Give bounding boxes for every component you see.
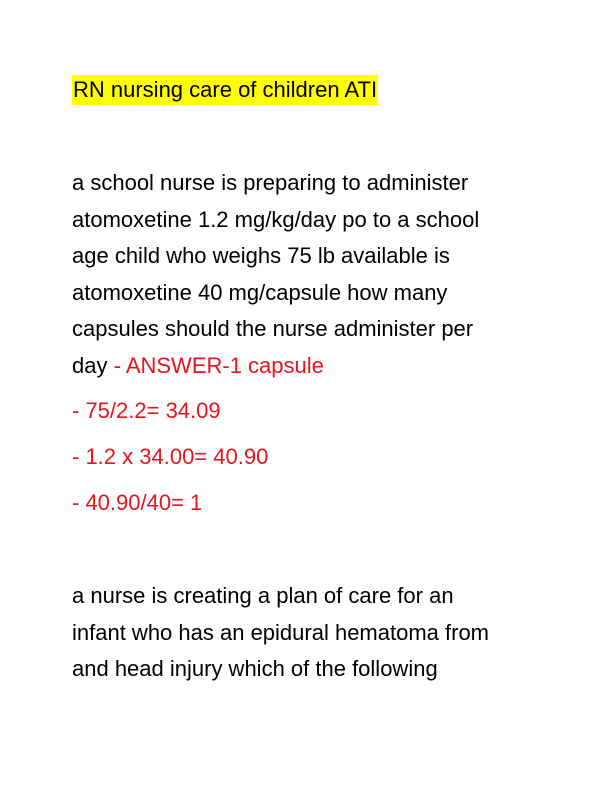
- calculation-step-3: - 40.90/40= 1: [72, 490, 203, 515]
- question-1: [72, 165, 542, 384]
- question-1-line: capsules should the nurse administer per: [72, 316, 474, 341]
- question-2-line: infant who has an epidural hematoma from: [72, 619, 490, 645]
- answer-text: - ANSWER-1 capsule: [107, 352, 324, 378]
- question-1-line: age child who weighs 75 lb available is: [72, 243, 450, 268]
- question-1-line: atomoxetine 1.2 mg/kg/day po to a school: [72, 206, 480, 232]
- calculation-step-1: - 75/2.2= 34.09: [72, 398, 221, 423]
- question-2-line: a nurse is creating a plan of care for an: [72, 583, 454, 608]
- question-2-line: and head injury which of the following: [72, 656, 438, 681]
- question-1-line: atomoxetine 40 mg/capsule how many: [72, 279, 448, 305]
- calculation-step-2: - 1.2 x 34.00= 40.90: [72, 444, 269, 469]
- question-2: [72, 578, 542, 688]
- question-1-line: a school nurse is preparing to administer: [72, 170, 469, 195]
- question-1-line-end: day: [72, 352, 108, 378]
- document-title: RN nursing care of children ATI: [72, 75, 378, 105]
- question-1-last-line: [72, 348, 542, 385]
